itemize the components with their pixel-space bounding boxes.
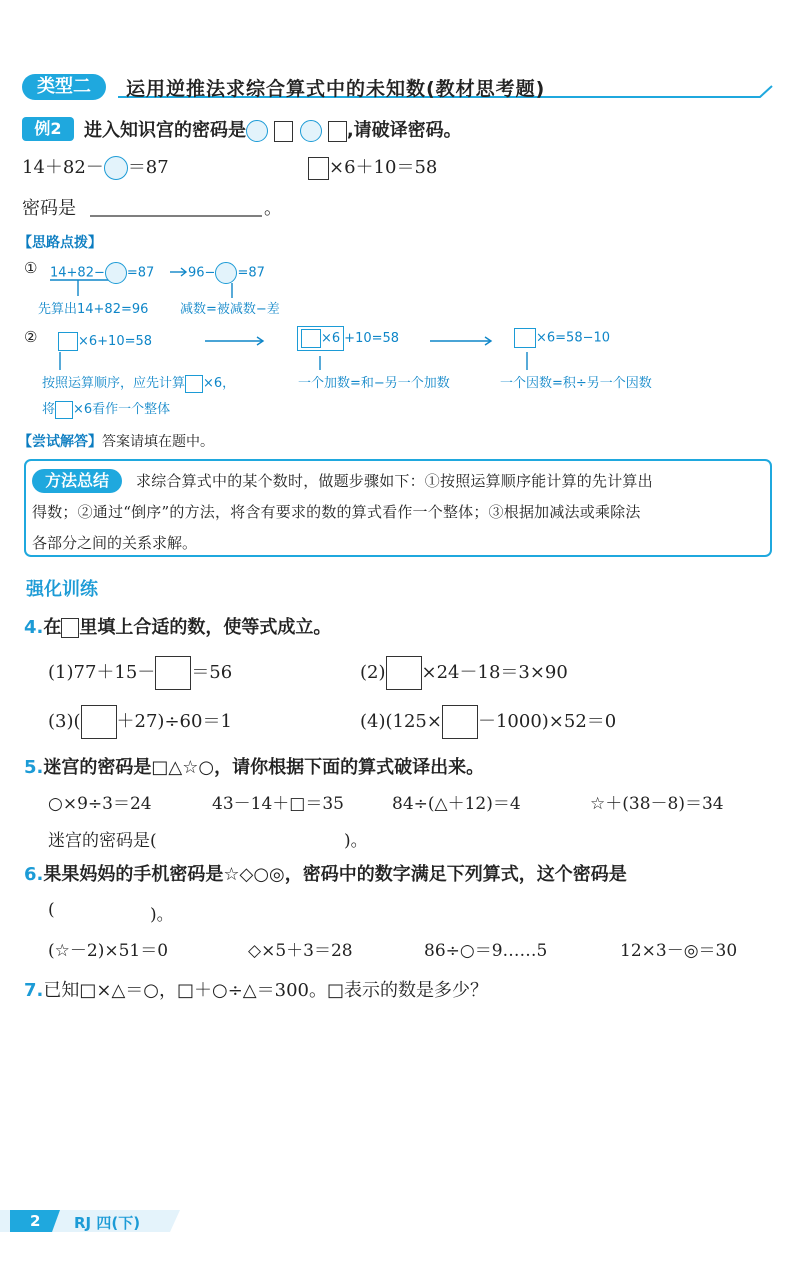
q6-text: 果果妈妈的手机密码是☆◇○◎，密码中的数字满足下列算式，这个密码是 [43,864,627,885]
page-number: 2 [30,1212,41,1230]
q7-text: 已知□×△＝○，□＋○÷△＝300。□表示的数是多少？ [43,980,489,1001]
hint-text: ×6 [321,331,341,346]
q6-eq-3: 86÷○＝9……5 [424,941,548,961]
q4-text: －1000)×52＝0 [477,711,617,732]
hint-text: =87 [126,265,155,281]
answer-box[interactable] [308,157,329,180]
q5-prompt [24,753,484,779]
eq1-right: ＝87 [127,157,169,178]
circle-shape [105,262,127,284]
hint-text: =87 [237,265,265,281]
section-title: 运用逆推法求综合算式中的未知数(教材思考题) [126,78,546,100]
method-line-1: 求综合算式中的某个数时，做题步骤如下：①按照运算顺序能计算的先计算出 [136,472,653,490]
edition-label: RJ 四(下) [74,1214,141,1232]
hint-step2-expr [58,332,152,351]
section-tag: 类型二 [22,74,106,100]
square-shape [274,121,293,142]
example-intro-text: 进入知识宫的密码是 [84,120,246,141]
q6-answer-blank[interactable] [60,898,146,922]
hint-text: 按照运算顺序，应先计算 [42,376,186,391]
q5-number: 5. [24,757,44,778]
hint-step2-number: ② [24,328,38,346]
q4-prompt [24,613,331,639]
q5-eq-1: ○×9÷3＝24 [48,794,152,814]
hint-text: +10=58 [344,331,400,346]
example-equation-2 [308,153,437,180]
example-intro [84,116,462,142]
practice-title: 强化训练 [26,579,98,600]
method-line-2: 得数；②通过“倒序”的方法，将含有要求的数的算式看作一个整体；③根据加减法或乘除法 [32,503,641,521]
q6-answer-open: ( [48,900,55,920]
circle-shape [104,156,128,180]
hint-step2-note3: 一个加数=和−另一个加数 [298,376,450,391]
q4-text: (1)77＋15－ [48,662,156,683]
square-shape [58,332,78,351]
method-label: 方法总结 [32,469,122,493]
answer-box[interactable] [442,705,478,739]
hint-step2-grouped [297,326,399,351]
q5-answer-open: 迷宫的密码是( [48,831,157,851]
q7-number: 7. [24,980,44,1001]
square-shape [301,329,321,348]
hint-text: ×6， [203,376,236,391]
answer-blank[interactable] [90,194,262,216]
q5-answer-blank[interactable] [200,824,340,848]
hint-step1-note2: 减数=被减数−差 [180,302,280,317]
hint-step2-result [514,328,610,348]
q5-eq-2: 43－14＋□＝35 [212,794,344,814]
q5-answer-close: )。 [344,831,368,851]
q4-text: 里填上合适的数，使等式成立。 [79,617,332,638]
q4-text: (4)(125× [360,711,442,732]
q4-part-4 [360,705,616,739]
q5-text: 迷宫的密码是□△☆○，请你根据下面的算式破译出来。 [43,757,485,778]
hint-label: 【思路点拨】 [18,235,102,251]
hint-step1-expr [50,262,154,284]
circle-shape [215,262,237,284]
q4-text: (2) [360,662,386,683]
q6-prompt [24,860,627,886]
square-shape [328,121,347,142]
hint-step2-note4: 一个因数=积÷另一个因数 [500,376,652,391]
method-line-3: 各部分之间的关系求解。 [32,534,198,552]
q6-eq-1: (☆－2)×51＝0 [48,941,169,961]
q6-eq-2: ◇×5＋3＝28 [248,941,353,961]
example-label: 例2 [22,117,74,141]
answer-label: 密码是 [22,198,76,219]
circle-shape [300,120,322,142]
hint-step2-note2 [42,398,170,419]
eq2-right: ×6＋10＝58 [329,157,438,178]
q4-text: 在 [43,617,62,638]
hint-step1-note1: 先算出14+82=96 [38,302,149,317]
q5-eq-3: 84÷(△＋12)＝4 [392,794,521,814]
q4-part-2 [360,656,568,690]
q4-number: 4. [24,617,44,638]
example-equation-1 [22,153,169,180]
eq1-left: 14＋82－ [22,157,104,178]
hint-text: 96− [188,265,216,281]
hint-text: ×6+10=58 [78,334,153,349]
answer-box[interactable] [386,656,422,690]
q4-text: ＋27)÷60＝1 [116,711,232,732]
example-intro-end: ,请破译密码。 [346,120,462,141]
hint-text: 将 [42,402,56,417]
hint-step2-note1 [42,372,235,393]
hint-text: 14+82− [50,265,105,281]
q6-answer-close: )。 [150,905,174,925]
q4-part-3 [48,705,232,739]
q4-part-1 [48,656,232,690]
try-label: 【尝试解答】 [18,434,102,450]
hint-text: ×6=58−10 [536,330,611,346]
try-text: 答案请填在题中。 [102,434,214,450]
hint-step1-number: ① [24,259,38,277]
try-line [18,431,214,451]
answer-end: 。 [264,198,282,219]
q4-text: (3)( [48,711,81,732]
q6-eq-4: 12×3－◎＝30 [620,941,738,961]
square-shape [61,618,79,638]
square-shape [514,328,536,348]
answer-box[interactable] [81,705,117,739]
square-shape [55,401,73,419]
q7-prompt [24,976,488,1002]
q4-text: ＝56 [191,662,233,683]
hint-text: ×6看作一个整体 [73,402,171,417]
q4-text: ×24－18＝3×90 [421,662,568,683]
q5-eq-4: ☆＋(38－8)＝34 [590,794,724,814]
answer-box[interactable] [155,656,191,690]
circle-shape [246,120,268,142]
hint-step1-result [188,262,265,284]
square-shape [185,375,203,393]
q6-number: 6. [24,864,44,885]
